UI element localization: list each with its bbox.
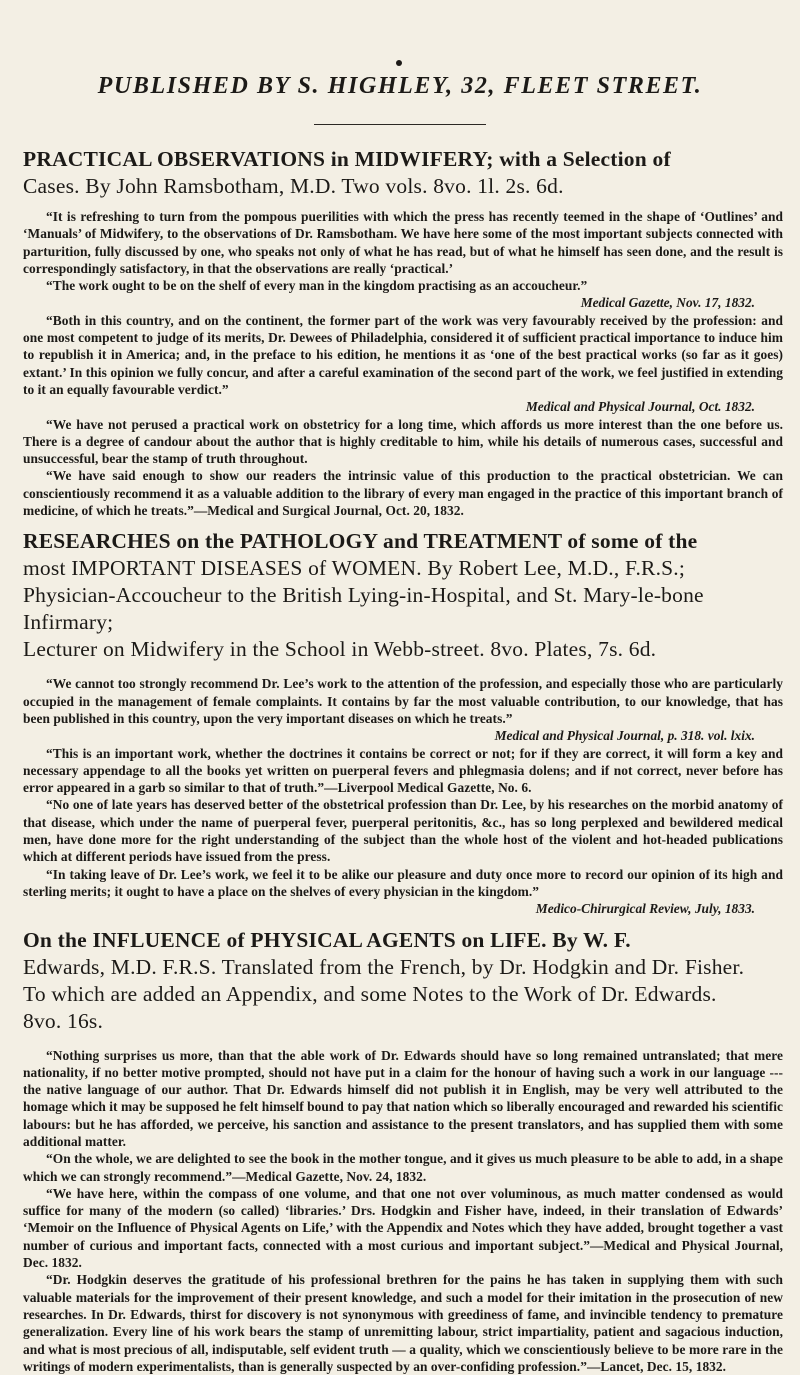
- ad-title-line: PRACTICAL OBSERVATIONS in MIDWIFERY; with a Selection of: [23, 147, 671, 171]
- ad-title-line: Lecturer on Midwifery in the School in Webb-street. 8vo. Plates, 7s. 6d.: [23, 637, 656, 661]
- review-paragraph: “We have not perused a practical work on obstetricy for a long time, which affords us more interest than the one before us. There is a degree of candour about the author that is highly creditable to him, while his details of numerous cases, successful and unsuccessful, bear the stamp of truth throughout.: [23, 416, 783, 468]
- ad-title: [23, 528, 783, 663]
- ad-title: [23, 927, 783, 1035]
- review-paragraph: “Nothing surprises us more, than that the able work of Dr. Edwards should have so long remained untranslated; that mere nationality, if no better motive prompted, should not have put in a claim for the honour of having such a work in our language --- the native language of our author. That Dr. Edwards himself did not publish it in English, may be very well attributed to the homage which it may be supposed he felt himself bound to pay that nation which so liberally encouraged and rewarded his scientific labours: but he has afforded, we perceive, his sanction and assistance to the present translators, and has supplied them with some additional matter.: [23, 1047, 783, 1151]
- review-source: Medical and Physical Journal, Oct. 1832.: [23, 398, 783, 415]
- review-paragraph: “In taking leave of Dr. Lee’s work, we feel it to be alike our pleasure and duty once more to record our opinion of its high and sterling merits; it ought to have a place on the shelves of every physician in the kingdom.”: [23, 866, 783, 901]
- ad-title-line: To which are added an Appendix, and some Notes to the Work of Dr. Edwards.: [23, 982, 717, 1006]
- review-paragraph: “No one of late years has deserved better of the obstetrical profession than Dr. Lee, by his researches on the morbid anatomy of that disease, which under the name of puerperal fever, puerperal peritonitis, &c., has so long perplexed and bewildered medical men, have done more for the right understanding of the subject than the whole host of the violent and hot-headed publications which at different periods have issued from the press.: [23, 796, 783, 865]
- review-paragraph: “We have said enough to show our readers the intrinsic value of this production to the practical obstetrician. We can conscientiously recommend it as a valuable addition to the library of every man engaged in the practice of this important branch of medicine, of which he treats.”—Medical and Surgical Journal, Oct. 20, 1832.: [23, 467, 783, 519]
- page-body: [23, 146, 783, 1375]
- review-paragraph: “This is an important work, whether the doctrines it contains be correct or not; for if they are correct, it will form a key and necessary appendage to all the books yet written on puerperal fevers and phlegmasia dolens; and if not correct, never before has error appeared in a garb so similar to that of truth.”—Liverpool Medical Gazette, No. 6.: [23, 745, 783, 797]
- ornament-dot: [396, 60, 402, 66]
- ad-ramsbotham-midwifery: [23, 146, 783, 519]
- ad-title: [23, 146, 783, 200]
- review-paragraph: “Dr. Hodgkin deserves the gratitude of his professional brethren for the pains he has taken in supplying them with such valuable materials for the improvement of their present knowledge, and such a model for their imitation in the prosecution of new researches. In Dr. Edwards, thirst for discovery is not synonymous with greediness of fame, and invincible tendency to premature generalization. Every line of his work bears the stamp of unremitting labour, strict impartiality, patient and sagacious induction, and what is most precious of all, indisputable, self evident truth — a quality, which we conscientiously believe to be more rare in the writings of modern experimentalists, than is generally suspected by an over-confiding profession.”—Lancet, Dec. 15, 1832.: [23, 1271, 783, 1375]
- review-source: Medical and Physical Journal, p. 318. vol. lxix.: [23, 727, 783, 744]
- review-source: Medico-Chirurgical Review, July, 1833.: [23, 900, 783, 917]
- review-source: Medical Gazette, Nov. 17, 1832.: [23, 294, 783, 311]
- review-paragraph: “We cannot too strongly recommend Dr. Lee’s work to the attention of the profession, and especially those who are particularly occupied in the management of female complaints. It contains by far the most valuable contribution, to our knowledge, that has been published in this country, upon the very important diseases on which he treats.”: [23, 675, 783, 727]
- ad-title-line: Cases. By John Ramsbotham, M.D. Two vols. 8vo. 1l. 2s. 6d.: [23, 174, 564, 198]
- ad-title-line: RESEARCHES on the PATHOLOGY and TREATMENT of some of the: [23, 529, 697, 553]
- ad-title-line: Edwards, M.D. F.R.S. Translated from the French, by Dr. Hodgkin and Dr. Fisher.: [23, 955, 744, 979]
- ad-lee-diseases-of-women: [23, 528, 783, 917]
- ad-title-line: most IMPORTANT DISEASES of WOMEN. By Robert Lee, M.D., F.R.S.;: [23, 556, 685, 580]
- review-paragraph: “Both in this country, and on the continent, the former part of the work was very favourably received by the profession: and one most competent to judge of its merits, Dr. Dewees of Philadelphia, considered it of sufficient practical importance to induce him to republish it in America; and, in the preface to his edition, he mentions it as ‘one of the best practical works (so far as it goes) extant.’ In this opinion we fully concur, and after a careful examination of the second part of the work, we feel justified in extending to it an equally favourable verdict.”: [23, 312, 783, 398]
- review-paragraph: “On the whole, we are delighted to see the book in the mother tongue, and it gives us much pleasure to be able to add, in a shape which we can strongly recommend.”—Medical Gazette, Nov. 24, 1832.: [23, 1150, 783, 1185]
- ad-title-line: On the INFLUENCE of PHYSICAL AGENTS on LIFE. By W. F.: [23, 928, 631, 952]
- divider-rule: [314, 124, 486, 125]
- review-paragraph: “The work ought to be on the shelf of every man in the kingdom practising as an accoucheur.”: [23, 277, 783, 294]
- ad-title-line: 8vo. 16s.: [23, 1009, 103, 1033]
- ad-title-line: Physician-Accoucheur to the British Lying-in-Hospital, and St. Mary-le-bone Infirmary;: [23, 583, 704, 634]
- review-paragraph: “We have here, within the compass of one volume, and that one not over voluminous, as much matter condensed as would suffice for many of the modern (so called) ‘libraries.’ Drs. Hodgkin and Fisher have, indeed, in their translation of Edwards’ ‘Memoir on the Influence of Physical Agents on Life,’ with the Appendix and Notes which they have added, brought together a vast number of curious and important facts, connected with a most curious and important subject.”—Medical and Physical Journal, Dec. 1832.: [23, 1185, 783, 1271]
- publisher-line: PUBLISHED BY S. HIGHLEY, 32, FLEET STREET.: [0, 72, 800, 100]
- ad-edwards-physical-agents: [23, 927, 783, 1375]
- review-paragraph: “It is refreshing to turn from the pompous puerilities with which the press has recently teemed in the shape of ‘Outlines’ and ‘Manuals’ of Midwifery, to the observations of Dr. Ramsbotham. We have here some of the most important subjects connected with parturition, fully discussed by one, who speaks not only of what he has read, but of what he himself has seen done, and the result is correspondingly satisfactory, in that the observations are really ‘practical.’: [23, 208, 783, 277]
